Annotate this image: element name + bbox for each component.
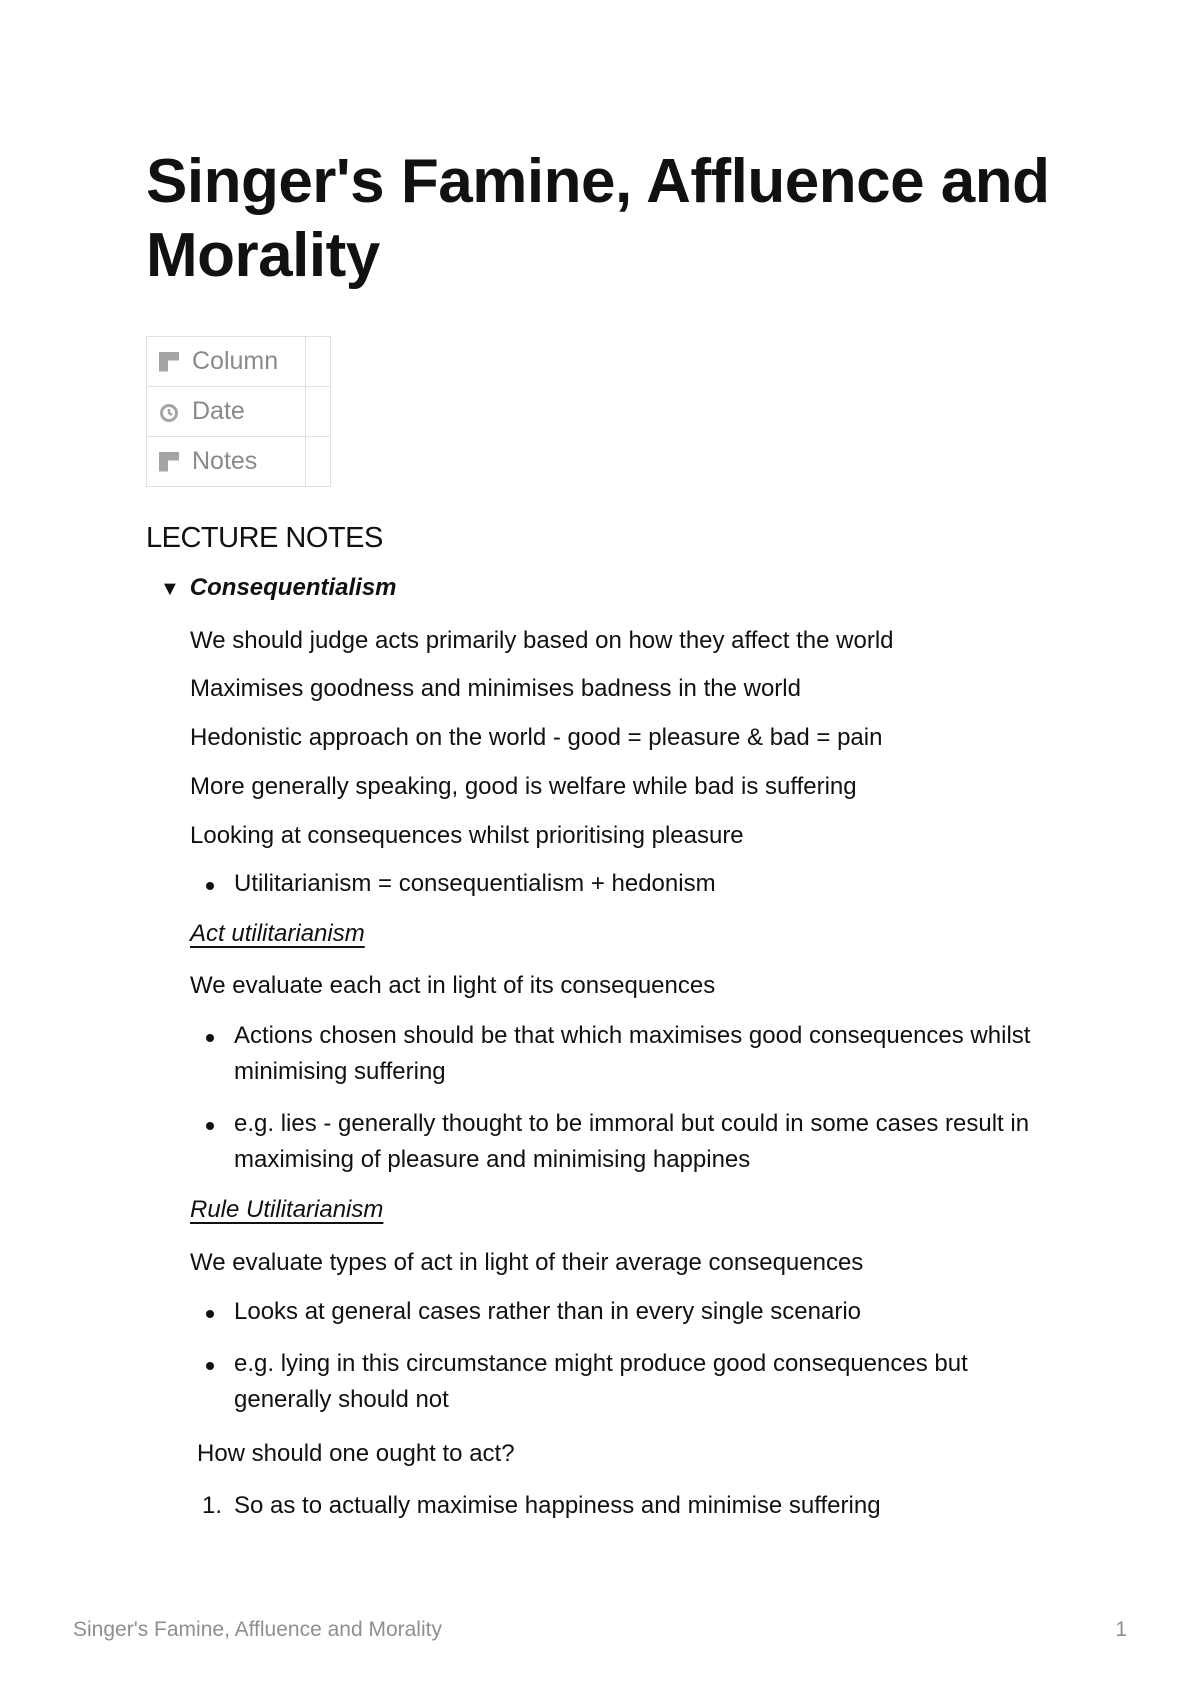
toggle-consequentialism[interactable] (160, 574, 397, 602)
date-property-icon (159, 402, 179, 422)
subheading-act-utilitarianism: Act utilitarianism (190, 920, 365, 947)
list-item: e.g. lying in this circumstance might produce good consequences but generally should not (234, 1346, 1054, 1418)
list-item: Utilitarianism = consequentialism + hedonism (234, 866, 1054, 902)
page-title: Singer's Famine, Affluence and Morality (146, 147, 1050, 290)
item-number: 1. (202, 1492, 223, 1519)
property-row[interactable] (147, 437, 331, 487)
text-property-icon (159, 452, 179, 472)
property-label: Notes (192, 447, 258, 475)
section-heading: LECTURE NOTES (146, 522, 383, 554)
bullet-icon (206, 1122, 214, 1130)
text-line: We evaluate types of act in light of their average consequences (190, 1249, 864, 1276)
list-item: Looks at general cases rather than in every single scenario (234, 1294, 1054, 1330)
property-row[interactable] (147, 337, 331, 387)
property-row[interactable] (147, 387, 331, 437)
property-value[interactable] (306, 437, 331, 487)
page-number: 1 (1115, 1618, 1127, 1641)
text-line: Looking at consequences whilst prioritising pleasure (190, 822, 744, 849)
question-line: How should one ought to act? (197, 1440, 515, 1467)
subheading-rule-utilitarianism: Rule Utilitarianism (190, 1196, 384, 1223)
numbered-item: 1. So as to actually maximise happiness and minimise suffering (234, 1487, 881, 1524)
text-line: We evaluate each act in light of its consequences (190, 972, 716, 999)
list-item: e.g. lies - generally thought to be immoral but could in some cases result in maximising of pleasure and minimising happines (234, 1106, 1054, 1178)
text-line: Maximises goodness and minimises badness in the world (190, 675, 801, 702)
properties-table (146, 336, 331, 487)
bullet-icon (206, 1362, 214, 1370)
text-property-icon (159, 352, 179, 372)
property-value[interactable] (306, 337, 331, 387)
toggle-triangle-icon[interactable]: ▼ (160, 578, 180, 600)
list-item: Actions chosen should be that which maximises good consequences whilst minimising suffering (234, 1018, 1054, 1090)
bullet-icon (206, 1034, 214, 1042)
footer-title: Singer's Famine, Affluence and Morality (73, 1618, 442, 1641)
text-line: We should judge acts primarily based on how they affect the world (190, 627, 894, 654)
property-value[interactable] (306, 387, 331, 437)
text-line: More generally speaking, good is welfare while bad is suffering (190, 773, 857, 800)
bullet-icon (206, 1310, 214, 1318)
text-line: Hedonistic approach on the world - good = pleasure & bad = pain (190, 724, 883, 751)
property-label: Date (192, 397, 245, 425)
property-label: Column (192, 347, 279, 375)
toggle-label: Consequentialism (189, 574, 397, 601)
bullet-icon (206, 882, 214, 890)
